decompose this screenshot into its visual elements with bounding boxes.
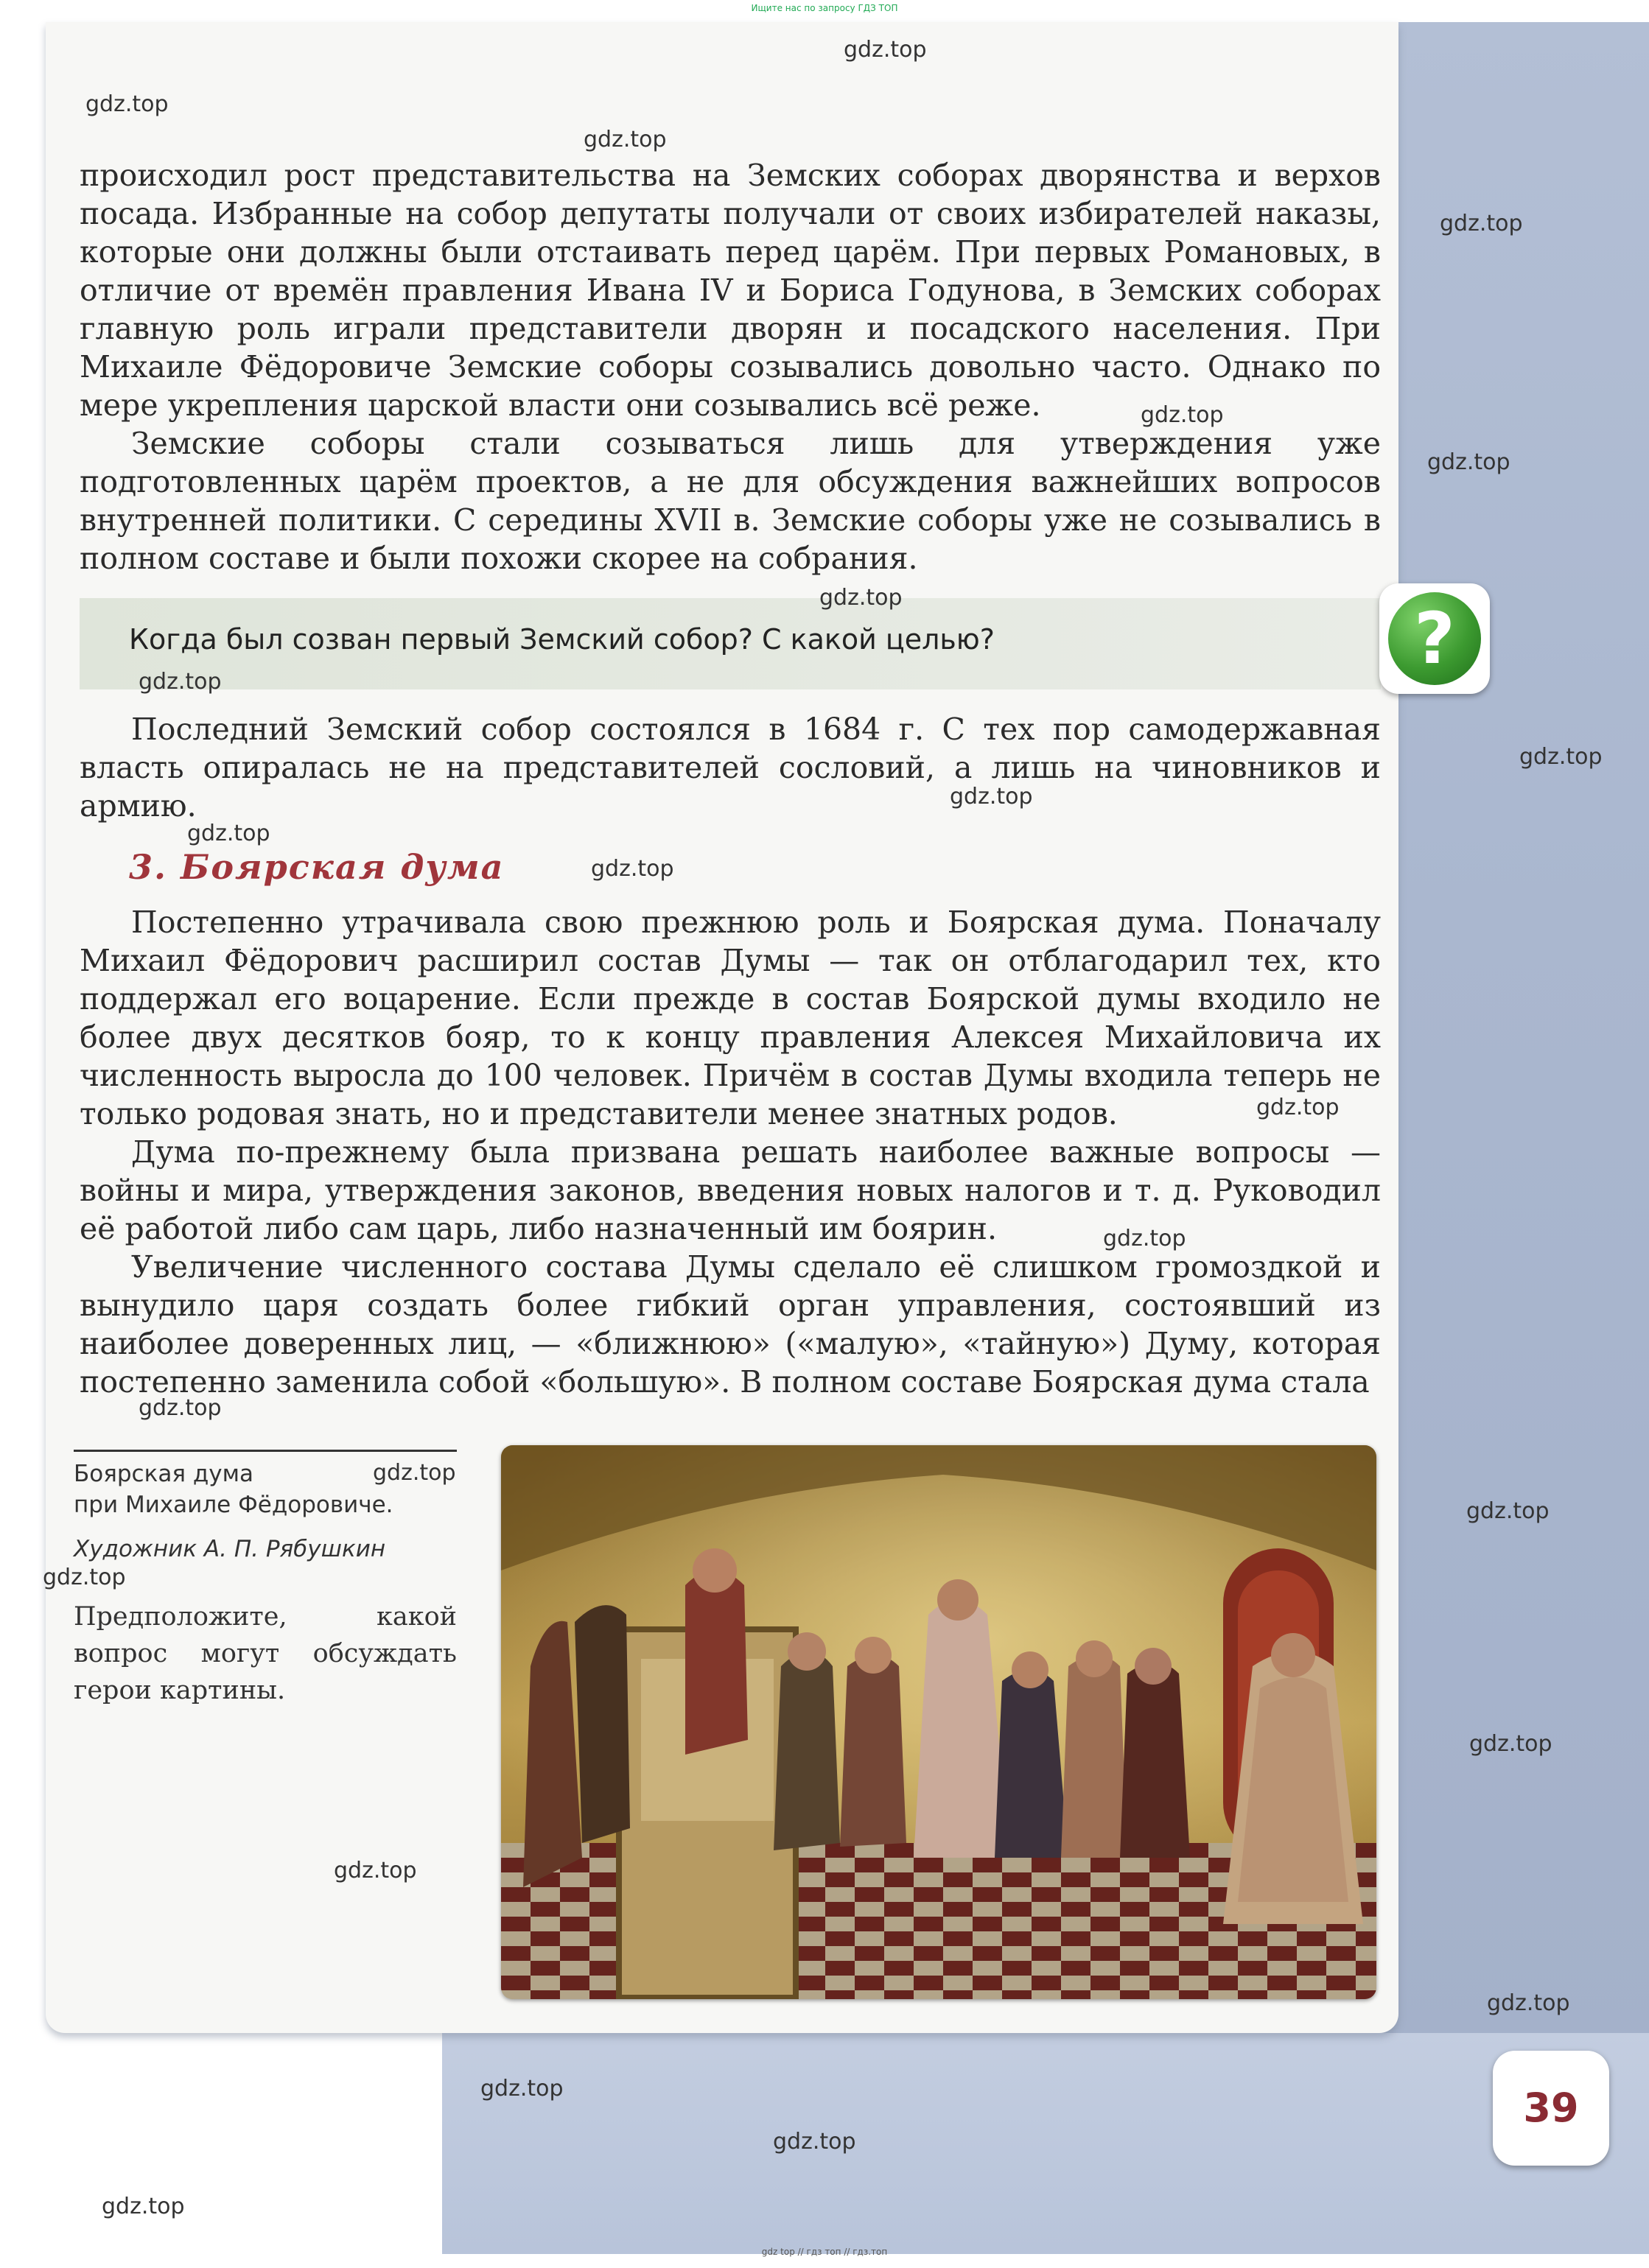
watermark: gdz.top xyxy=(480,2076,564,2102)
watermark: gdz.top xyxy=(1141,402,1224,428)
watermark: gdz.top xyxy=(1466,1498,1550,1524)
watermark: gdz.top xyxy=(1487,1990,1570,2016)
watermark: gdz.top xyxy=(373,1460,456,1486)
side-background xyxy=(1370,22,1649,2254)
caption-artist: Художник А. П. Рябушкин xyxy=(74,1536,386,1562)
painting-boyar-duma xyxy=(501,1445,1376,1999)
watermark: gdz.top xyxy=(584,127,667,152)
caption-line: при Михаиле Фёдоровиче. xyxy=(74,1492,393,1518)
watermark: gdz.top xyxy=(85,91,169,117)
text-block-section xyxy=(80,903,1381,1401)
paragraph: Последний Земский собор состоялся в 1684 г. С тех пор самодержавная власть опиралась не на представителей сословий, а лишь на чиновников и армию. xyxy=(80,712,1381,824)
text-block-after-question xyxy=(80,710,1381,825)
page-number-badge xyxy=(1493,2051,1609,2166)
paragraph: Земские соборы стали созываться лишь для утверждения уже подготовленных царём проектов, а не для обсуждения важнейших вопросов внутренней политики. С середины XVII в. Земские соборы уже не созывались в полном составе и были похожи скорее на собрания. xyxy=(80,426,1381,576)
watermark: gdz.top xyxy=(844,37,927,63)
paragraph: происходил рост представительства на Земских соборах дворянства и верхов посада. Избранные на собор депутаты получали от своих избирателей наказы, которые они должны были отстаивать перед царём. При первых Романовых, в отличие от времён правления Ивана IV и Бориса Годунова, в Земских соборах главную роль играли представители дворян и посадского населения. При Михаиле Фёдоровиче Земские соборы созывались довольно часто. Однако по мере укрепления царской власти они созывались всё реже. xyxy=(80,158,1381,423)
watermark: gdz.top xyxy=(819,585,903,611)
watermark: gdz.top xyxy=(139,1395,222,1421)
caption-divider xyxy=(74,1450,457,1452)
top-search-hint[interactable]: Ищите нас по запросу ГДЗ ТОП xyxy=(751,3,898,13)
watermark: gdz.top xyxy=(102,2194,185,2219)
caption-line: Боярская дума xyxy=(74,1461,253,1487)
caption-question: Предположите, какой вопрос могут обсуждать герои картины. xyxy=(74,1602,457,1705)
bottom-search-hint[interactable]: gdz top // гдз топ // гдз.топ xyxy=(761,2247,888,2257)
paragraph: Постепенно утрачивала свою прежнюю роль и Боярская дума. Поначалу Михаил Фёдорович расширил состав Думы — так он отблагодарил тех, кто поддержал его воцарение. Если прежде в состав Боярской думы входило не более двух десятков бояр, то к концу правления Алексея Михайловича их численность выросла до 100 человек. Причём в состав Думы входила теперь не только родовая знать, но и представители менее знатных родов. xyxy=(80,905,1381,1131)
watermark: gdz.top xyxy=(43,1565,126,1590)
watermark: gdz.top xyxy=(950,784,1033,810)
section-title: 3. Боярская дума xyxy=(129,847,505,887)
watermark: gdz.top xyxy=(187,821,270,846)
page-number: 39 xyxy=(1523,2085,1579,2131)
watermark: gdz.top xyxy=(1519,744,1603,770)
review-question: Когда был созван первый Земский собор? С какой целью? xyxy=(129,623,995,656)
watermark: gdz.top xyxy=(139,669,222,695)
watermark: gdz.top xyxy=(1440,211,1523,236)
watermark: gdz.top xyxy=(334,1858,417,1883)
painting-image xyxy=(501,1445,1376,1999)
text-block-top xyxy=(80,156,1381,577)
watermark: gdz.top xyxy=(773,2129,856,2155)
paragraph: Увеличение численного состава Думы сделало её слишком громоздкой и вынудило царя создать более гибкий орган управления, состоявший из наиболее доверенных лиц, — «ближнюю» («малую», «тайную») Думу, которая постепенно заменила собой «большую». В полном составе Боярская дума стала xyxy=(80,1249,1381,1400)
watermark: gdz.top xyxy=(1469,1731,1552,1757)
bottom-left-background xyxy=(0,2033,442,2254)
paragraph: Дума по-прежнему была призвана решать наиболее важные вопросы — войны и мира, утверждения законов, введения новых налогов и т. д. Руководил её работой либо сам царь, либо назначенный им боярин. xyxy=(80,1134,1381,1246)
question-mark-glyph: ? xyxy=(1388,592,1481,685)
watermark: gdz.top xyxy=(591,856,674,882)
watermark: gdz.top xyxy=(1427,449,1510,475)
watermark: gdz.top xyxy=(1103,1226,1186,1251)
question-mark-icon xyxy=(1379,583,1490,694)
watermark: gdz.top xyxy=(1256,1095,1340,1120)
